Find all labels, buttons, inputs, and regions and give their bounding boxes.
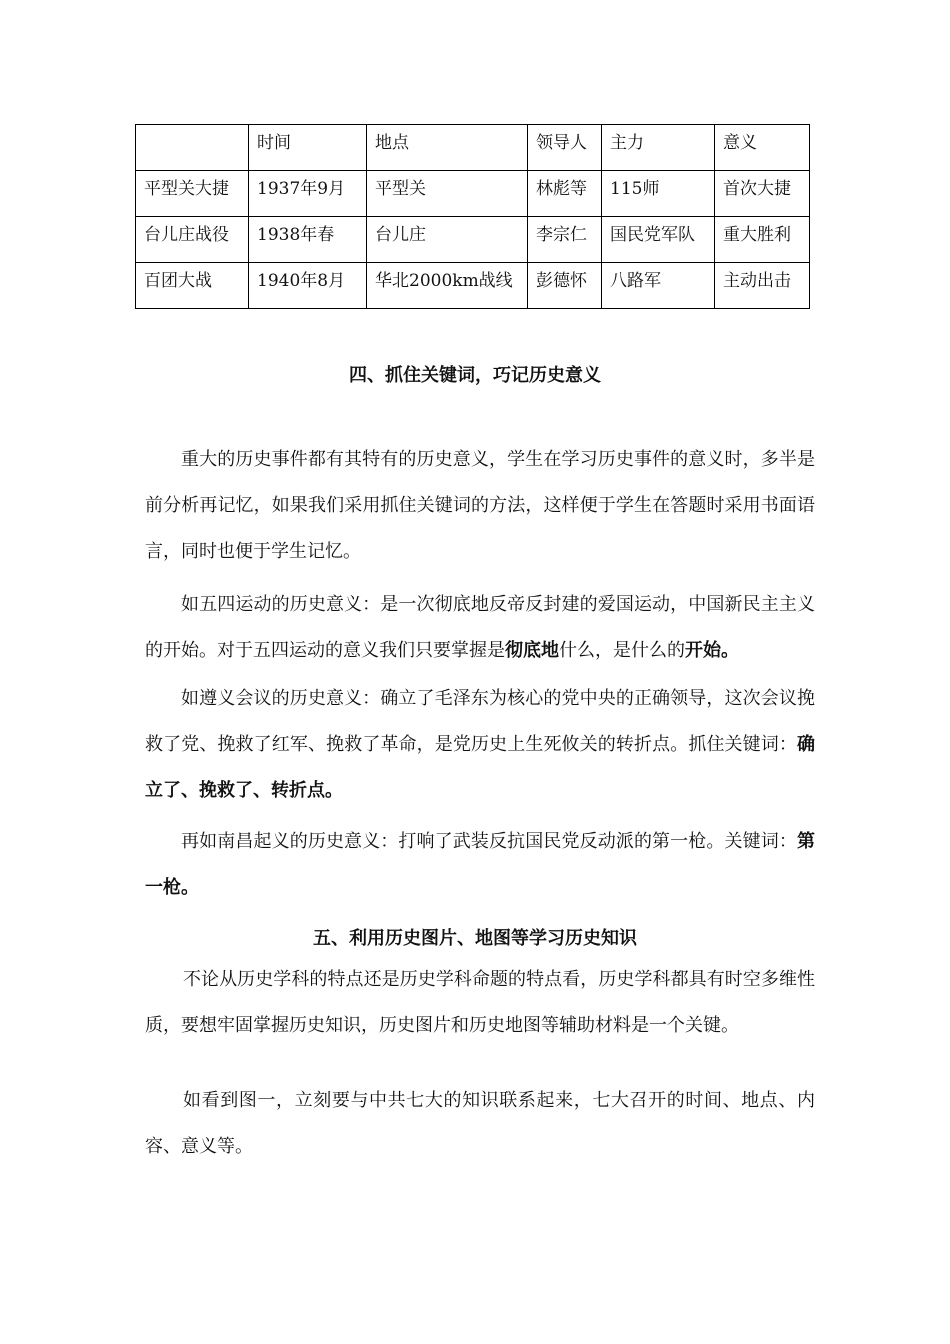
section5-paragraph-1: 不论从历史学科的特点还是历史学科命题的特点看，历史学科都具有时空多维性质，要想牢固掌握历史知识，历史图片和历史地图等辅助材料是一个关键。 — [145, 969, 815, 1036]
section4-paragraph-2 — [145, 582, 815, 674]
section4-paragraph-3 — [145, 676, 815, 814]
table-header-force: 主力 — [602, 125, 715, 171]
paragraph-text: 什么，是什么的 — [559, 640, 685, 661]
table-cell: 华北2000km战线 — [367, 263, 528, 309]
keyword: 彻底地 — [505, 640, 559, 661]
keyword: 确立了、挽救了、转折点。 — [145, 734, 815, 801]
table-cell: 主动出击 — [715, 263, 810, 309]
table-cell: 平型关 — [367, 171, 528, 217]
table-header-place: 地点 — [367, 125, 528, 171]
paragraph-text: 如遵义会议的历史意义：确立了毛泽东为核心的党中央的正确领导，这次会议挽救了党、挽救了红军、挽救了革命，是党历史上生死攸关的转折点。抓住关键词： — [145, 688, 815, 755]
table-cell: 1940年8月 — [249, 263, 367, 309]
table-cell — [136, 125, 249, 171]
section5-paragraph-2: 如看到图一，立刻要与中共七大的知识联系起来，七大召开的时间、地点、内容、意义等。 — [145, 1090, 815, 1157]
table-cell: 林彪等 — [528, 171, 602, 217]
keyword: 开始。 — [685, 640, 739, 661]
section4-title: 四、抓住关键词，巧记历史意义 — [349, 365, 601, 386]
table-cell: 国民党军队 — [602, 217, 715, 263]
table-row — [136, 171, 810, 217]
table-cell: 彭德怀 — [528, 263, 602, 309]
table-cell: 台儿庄 — [367, 217, 528, 263]
keyword: 第一枪。 — [145, 831, 815, 898]
table-cell: 首次大捷 — [715, 171, 810, 217]
table-cell: 八路军 — [602, 263, 715, 309]
section4-paragraph-4 — [145, 819, 815, 911]
table-header-significance: 意义 — [715, 125, 810, 171]
table-cell: 李宗仁 — [528, 217, 602, 263]
section4-paragraph-1: 重大的历史事件都有其特有的历史意义，学生在学习历史事件的意义时，多半是前分析再记忆，如果我们采用抓住关键词的方法，这样便于学生在答题时采用书面语言，同时也便于学生记忆。 — [145, 449, 815, 562]
paragraph-text: 再如南昌起义的历史意义：打响了武装反抗国民党反动派的第一枪。关键词： — [181, 831, 797, 852]
table-cell: 平型关大捷 — [136, 171, 249, 217]
table-cell: 1938年春 — [249, 217, 367, 263]
paragraph-text: 如五四运动的历史意义：是一次彻底地反帝反封建的爱国运动，中国新民主主义的开始。对于五四运动的意义我们只要掌握是 — [145, 594, 815, 661]
table-cell: 百团大战 — [136, 263, 249, 309]
table-cell: 1937年9月 — [249, 171, 367, 217]
table-row — [136, 217, 810, 263]
table-cell: 重大胜利 — [715, 217, 810, 263]
table-header-time: 时间 — [249, 125, 367, 171]
table-header-leader: 领导人 — [528, 125, 602, 171]
table-cell: 115师 — [602, 171, 715, 217]
section5-title: 五、利用历史图片、地图等学习历史知识 — [313, 928, 637, 949]
table-header-row — [136, 125, 810, 171]
battle-table — [135, 124, 810, 309]
table-cell: 台儿庄战役 — [136, 217, 249, 263]
table-row — [136, 263, 810, 309]
